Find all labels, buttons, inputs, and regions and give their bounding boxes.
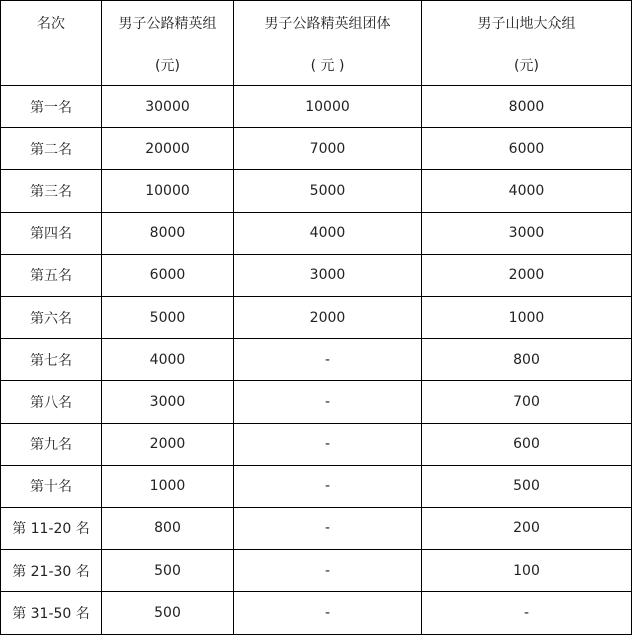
header-rank-label: 名次: [37, 16, 65, 32]
header-road-elite-team: [234, 1, 422, 86]
road-elite-cell: 3000: [102, 381, 234, 423]
road-elite-team-cell: 7000: [234, 128, 422, 170]
road-elite-cell: 5000: [102, 296, 234, 338]
road-elite-team-cell: -: [234, 339, 422, 381]
header-road-elite-unit: (元): [155, 58, 180, 74]
header-mtb-public-unit: (元): [514, 58, 539, 74]
road-elite-cell: 800: [102, 507, 234, 549]
header-mtb-public: [422, 1, 632, 86]
road-elite-team-cell: -: [234, 423, 422, 465]
header-rank: [1, 1, 102, 86]
mtb-public-cell: 3000: [422, 212, 632, 254]
rank-cell: 第十名: [1, 465, 102, 507]
header-road-elite-label: 男子公路精英组: [118, 16, 217, 32]
mtb-public-cell: 700: [422, 381, 632, 423]
rank-cell: 第六名: [1, 296, 102, 338]
rank-cell: 第九名: [1, 423, 102, 465]
rank-cell: 第 21-30 名: [1, 550, 102, 592]
table-row: [1, 550, 632, 592]
table-row: [1, 86, 632, 128]
table-row: [1, 296, 632, 338]
table-row: [1, 381, 632, 423]
road-elite-cell: 500: [102, 550, 234, 592]
mtb-public-cell: 6000: [422, 128, 632, 170]
road-elite-team-cell: -: [234, 465, 422, 507]
mtb-public-cell: 200: [422, 507, 632, 549]
road-elite-team-cell: -: [234, 507, 422, 549]
rank-cell: 第一名: [1, 86, 102, 128]
table-row: [1, 592, 632, 635]
table-row: [1, 170, 632, 212]
header-road-elite-team-label: 男子公路精英组团体: [264, 16, 391, 32]
road-elite-team-cell: -: [234, 550, 422, 592]
road-elite-team-cell: 5000: [234, 170, 422, 212]
mtb-public-cell: -: [422, 592, 632, 635]
header-mtb-public-label: 男子山地大众组: [477, 16, 576, 32]
mtb-public-cell: 2000: [422, 254, 632, 296]
road-elite-cell: 30000: [102, 86, 234, 128]
rank-cell: 第 31-50 名: [1, 592, 102, 635]
road-elite-team-cell: 2000: [234, 296, 422, 338]
mtb-public-cell: 8000: [422, 86, 632, 128]
road-elite-team-cell: -: [234, 592, 422, 635]
table-row: [1, 212, 632, 254]
rank-cell: 第二名: [1, 128, 102, 170]
mtb-public-cell: 500: [422, 465, 632, 507]
road-elite-cell: 1000: [102, 465, 234, 507]
road-elite-cell: 500: [102, 592, 234, 635]
mtb-public-cell: 1000: [422, 296, 632, 338]
road-elite-cell: 20000: [102, 128, 234, 170]
mtb-public-cell: 100: [422, 550, 632, 592]
mtb-public-cell: 600: [422, 423, 632, 465]
rank-cell: 第八名: [1, 381, 102, 423]
rank-cell: 第 11-20 名: [1, 507, 102, 549]
table-row: [1, 339, 632, 381]
road-elite-cell: 6000: [102, 254, 234, 296]
road-elite-team-cell: 10000: [234, 86, 422, 128]
rank-cell: 第五名: [1, 254, 102, 296]
road-elite-cell: 2000: [102, 423, 234, 465]
mtb-public-cell: 800: [422, 339, 632, 381]
road-elite-cell: 10000: [102, 170, 234, 212]
header-row: [1, 1, 632, 86]
table-row: [1, 423, 632, 465]
table-row: [1, 254, 632, 296]
rank-cell: 第七名: [1, 339, 102, 381]
table-row: [1, 128, 632, 170]
table-row: [1, 507, 632, 549]
road-elite-team-cell: -: [234, 381, 422, 423]
rank-cell: 第三名: [1, 170, 102, 212]
mtb-public-cell: 4000: [422, 170, 632, 212]
road-elite-team-cell: 3000: [234, 254, 422, 296]
table-row: [1, 465, 632, 507]
header-road-elite: [102, 1, 234, 86]
road-elite-cell: 4000: [102, 339, 234, 381]
header-road-elite-team-unit: ( 元 ): [310, 58, 345, 74]
rank-cell: 第四名: [1, 212, 102, 254]
road-elite-team-cell: 4000: [234, 212, 422, 254]
road-elite-cell: 8000: [102, 212, 234, 254]
